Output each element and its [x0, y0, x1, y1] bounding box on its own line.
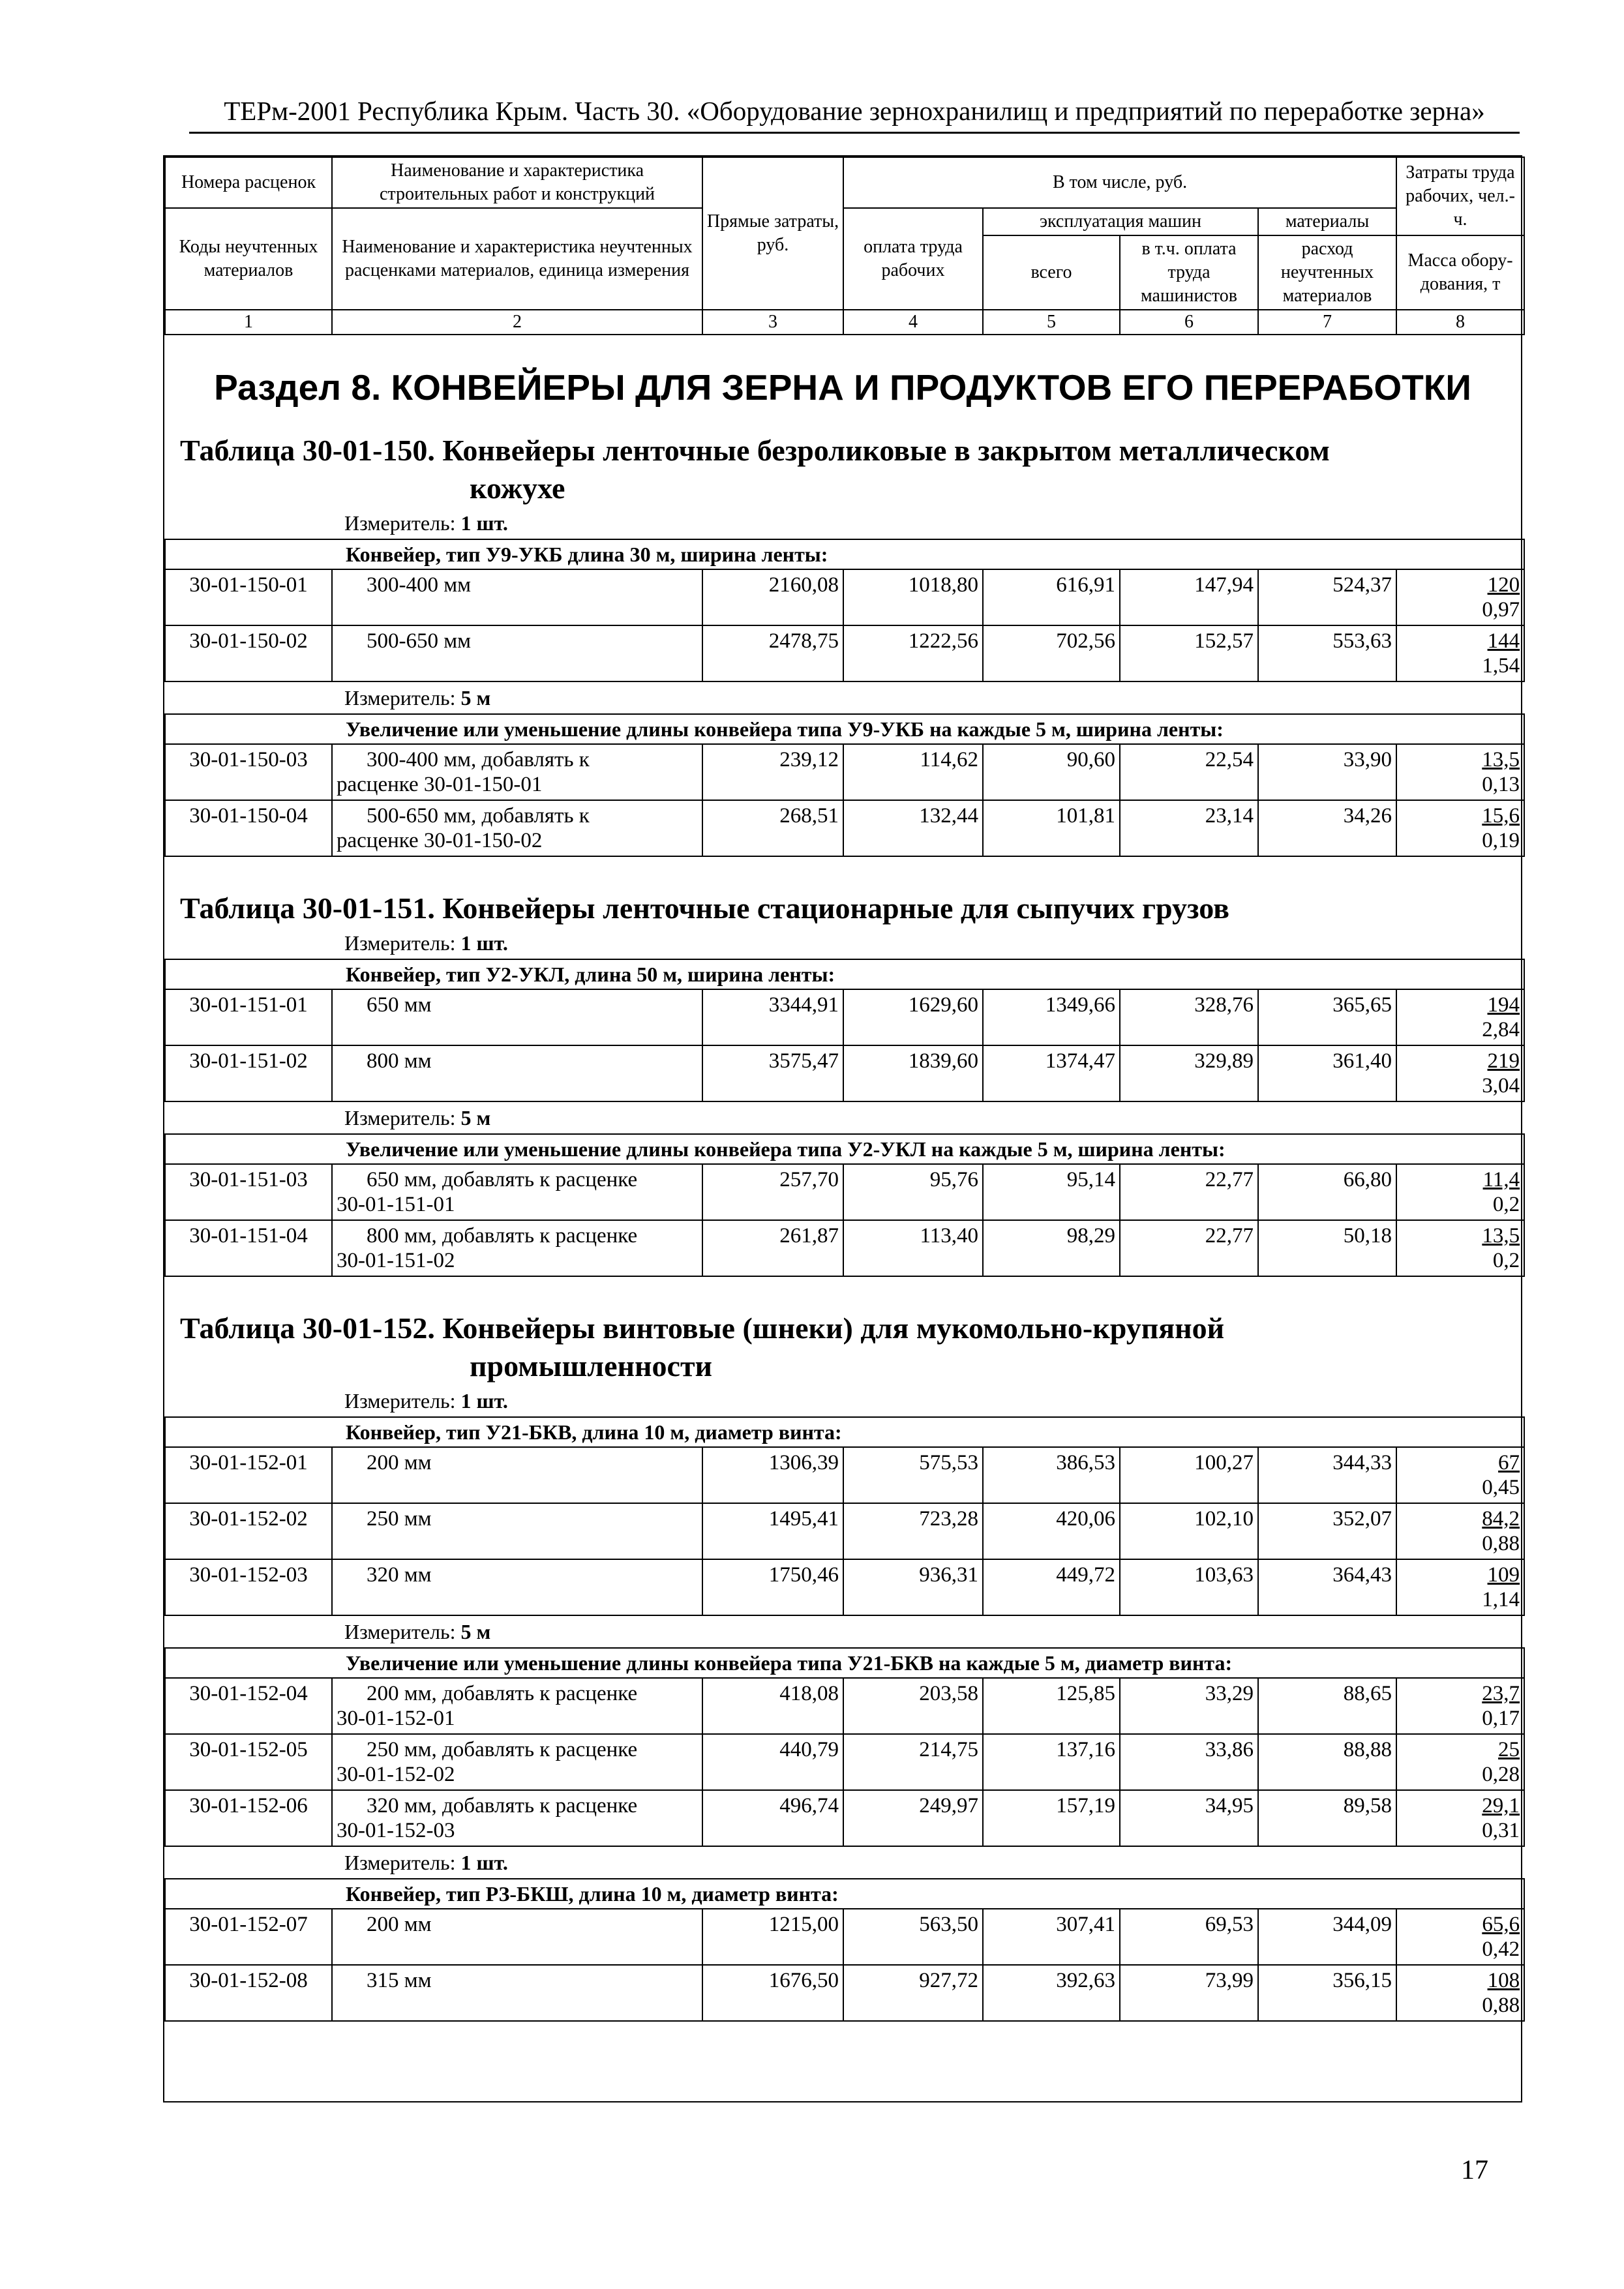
labor-hours: 13,5 — [1482, 748, 1520, 771]
group-row — [165, 539, 1524, 569]
table-row — [165, 1447, 1524, 1503]
operator-pay: 329,89 — [1120, 1045, 1258, 1101]
labor-and-mass — [1396, 1503, 1524, 1559]
materials-cost: 524,37 — [1258, 569, 1396, 625]
header-rule — [189, 132, 1520, 134]
rate-name-line1: 650 мм — [367, 993, 432, 1017]
equipment-mass: 1,14 — [1482, 1588, 1520, 1611]
rate-name-line2 — [337, 1532, 342, 1555]
price-table-block — [164, 713, 1525, 857]
worker-pay: 249,97 — [843, 1790, 983, 1846]
operator-pay: 328,76 — [1120, 989, 1258, 1045]
worker-pay: 203,58 — [843, 1678, 983, 1734]
direct-costs: 261,87 — [702, 1220, 843, 1276]
col1-top-header: Номера расценок — [165, 157, 332, 208]
equipment-mass: 0,2 — [1492, 1193, 1520, 1216]
rate-name — [332, 1965, 702, 2021]
measure-unit — [164, 927, 1521, 959]
operator-pay: 23,14 — [1120, 800, 1258, 856]
table-title — [180, 1309, 1521, 1385]
running-header: ТЕРм-2001 Республика Крым. Часть 30. «Оборудование зернохранилищ и предприятий по переработке зерна» — [224, 96, 1485, 126]
rate-name — [332, 744, 702, 800]
materials-cost: 50,18 — [1258, 1220, 1396, 1276]
operator-pay: 147,94 — [1120, 569, 1258, 625]
rate-name-line2: 30-01-152-02 — [337, 1763, 455, 1786]
direct-costs: 440,79 — [702, 1734, 843, 1790]
measure-value: 1 шт. — [460, 1851, 508, 1874]
table-spacer — [164, 1277, 1521, 1309]
table-title-line1: Таблица 30-01-152. Конвейеры винтовые (шнеки) для мукомольно-крупяной — [180, 1311, 1225, 1345]
labor-hours: 109 — [1487, 1563, 1520, 1587]
labor-hours: 29,1 — [1482, 1794, 1520, 1818]
price-table-block — [164, 1878, 1525, 2022]
labor-and-mass — [1396, 1447, 1524, 1503]
materials-cost: 344,09 — [1258, 1909, 1396, 1965]
rate-name-line2 — [337, 1476, 342, 1499]
table-title — [180, 432, 1521, 507]
col7-header: расход неучтенных материалов — [1258, 235, 1396, 310]
direct-costs: 1495,41 — [702, 1503, 843, 1559]
labor-and-mass — [1396, 1045, 1524, 1101]
price-table-block — [164, 1647, 1525, 1847]
table-row — [165, 744, 1524, 800]
group-heading: Увеличение или уменьшение длины конвейера типа У2-УКЛ на каждые 5 м, ширина ленты: — [165, 1134, 1524, 1164]
equipment-mass: 0,88 — [1482, 1532, 1520, 1555]
direct-costs: 3575,47 — [702, 1045, 843, 1101]
price-table-block — [164, 1416, 1525, 1616]
col4-header: оплата труда рабочих — [843, 208, 983, 310]
col8-bottom-header: Масса обору-дования, т — [1396, 235, 1524, 310]
rate-code: 30-01-150-02 — [165, 625, 332, 681]
rate-name — [332, 1790, 702, 1846]
measure-unit — [164, 1847, 1521, 1878]
measure-unit — [164, 1616, 1521, 1647]
materials-cost: 88,88 — [1258, 1734, 1396, 1790]
rate-code: 30-01-152-05 — [165, 1734, 332, 1790]
group-row — [165, 1879, 1524, 1909]
rate-name-line1: 320 мм — [367, 1563, 432, 1587]
machines-total: 98,29 — [983, 1220, 1120, 1276]
labor-and-mass — [1396, 1790, 1524, 1846]
machines-total: 386,53 — [983, 1447, 1120, 1503]
measure-value: 1 шт. — [460, 931, 508, 955]
worker-pay: 563,50 — [843, 1909, 983, 1965]
rate-name-line2: расценке 30-01-150-01 — [337, 773, 543, 796]
rate-name-line1: 500-650 мм, добавлять к — [367, 804, 590, 828]
included-header: В том числе, руб. — [843, 157, 1396, 208]
measure-label: Измеритель: — [344, 511, 456, 535]
group-heading: Увеличение или уменьшение длины конвейера типа У9-УКБ на каждые 5 м, ширина ленты: — [165, 714, 1524, 744]
group-heading: Конвейер, тип У21-БКВ, длина 10 м, диаметр винта: — [165, 1417, 1524, 1447]
machines-total: 95,14 — [983, 1164, 1120, 1220]
measure-unit — [164, 1385, 1521, 1416]
worker-pay: 113,40 — [843, 1220, 983, 1276]
column-number: 5 — [983, 310, 1120, 335]
rate-name — [332, 1678, 702, 1734]
machines-total: 449,72 — [983, 1559, 1120, 1615]
equipment-mass: 0,2 — [1492, 1249, 1520, 1272]
measure-label: Измеритель: — [344, 1851, 456, 1874]
rate-code: 30-01-152-02 — [165, 1503, 332, 1559]
table-row — [165, 1164, 1524, 1220]
column-header-table — [164, 157, 1525, 335]
table-row — [165, 1678, 1524, 1734]
rate-name-line1: 300-400 мм — [367, 573, 472, 597]
rate-code: 30-01-150-04 — [165, 800, 332, 856]
table-row — [165, 1220, 1524, 1276]
rate-name-line2: 30-01-152-01 — [337, 1707, 455, 1730]
equipment-mass: 2,84 — [1482, 1018, 1520, 1041]
table-title — [180, 890, 1521, 927]
equipment-mass: 0,97 — [1482, 598, 1520, 621]
rate-name-line2 — [337, 654, 342, 678]
labor-hours: 23,7 — [1482, 1682, 1520, 1705]
table-row — [165, 1790, 1524, 1846]
direct-costs: 1676,50 — [702, 1965, 843, 2021]
table-row — [165, 1503, 1524, 1559]
rate-name-line2: 30-01-151-01 — [337, 1193, 455, 1216]
rate-name-line1: 650 мм, добавлять к расценке — [367, 1168, 638, 1191]
worker-pay: 1222,56 — [843, 625, 983, 681]
rate-code: 30-01-151-04 — [165, 1220, 332, 1276]
group-heading: Конвейер, тип У9-УКБ длина 30 м, ширина ленты: — [165, 539, 1524, 569]
operator-pay: 33,86 — [1120, 1734, 1258, 1790]
rate-name — [332, 1734, 702, 1790]
table-row — [165, 989, 1524, 1045]
direct-costs: 257,70 — [702, 1164, 843, 1220]
materials-cost: 352,07 — [1258, 1503, 1396, 1559]
machines-total: 616,91 — [983, 569, 1120, 625]
group-row — [165, 1417, 1524, 1447]
price-table-block — [164, 539, 1525, 682]
direct-costs: 2160,08 — [702, 569, 843, 625]
operator-pay: 102,10 — [1120, 1503, 1258, 1559]
labor-and-mass — [1396, 744, 1524, 800]
equipment-mass: 0,45 — [1482, 1476, 1520, 1499]
labor-and-mass — [1396, 625, 1524, 681]
rate-name — [332, 625, 702, 681]
labor-and-mass — [1396, 1220, 1524, 1276]
direct-costs: 1215,00 — [702, 1909, 843, 1965]
col1-bottom-header: Коды неучтенных материалов — [165, 208, 332, 310]
col2-bottom-header: Наименование и характеристика неучтенных расценками материалов, единица измерения — [332, 208, 702, 310]
labor-hours: 84,2 — [1482, 1507, 1520, 1531]
direct-costs: 239,12 — [702, 744, 843, 800]
equipment-mass: 0,88 — [1482, 1994, 1520, 2017]
materials-header: материалы — [1258, 208, 1396, 235]
table-row — [165, 1909, 1524, 1965]
rate-name-line1: 250 мм — [367, 1507, 432, 1531]
rate-name — [332, 1447, 702, 1503]
machines-total: 1349,66 — [983, 989, 1120, 1045]
labor-hours: 11,4 — [1482, 1168, 1520, 1191]
machines-total: 101,81 — [983, 800, 1120, 856]
labor-hours: 108 — [1487, 1969, 1520, 1992]
rate-code: 30-01-151-02 — [165, 1045, 332, 1101]
labor-hours: 120 — [1487, 573, 1520, 597]
rate-code: 30-01-151-03 — [165, 1164, 332, 1220]
rate-code: 30-01-150-03 — [165, 744, 332, 800]
measure-value: 1 шт. — [460, 1389, 508, 1413]
worker-pay: 114,62 — [843, 744, 983, 800]
rate-name-line2 — [337, 1994, 342, 2017]
labor-and-mass — [1396, 569, 1524, 625]
table-row — [165, 1965, 1524, 2021]
rate-name-line1: 300-400 мм, добавлять к — [367, 748, 590, 771]
group-heading: Конвейер, тип РЗ-БКШ, длина 10 м, диаметр винта: — [165, 1879, 1524, 1909]
group-heading: Увеличение или уменьшение длины конвейера типа У21-БКВ на каждые 5 м, диаметр винта: — [165, 1648, 1524, 1678]
column-number: 1 — [165, 310, 332, 335]
materials-cost: 553,63 — [1258, 625, 1396, 681]
rate-code: 30-01-152-03 — [165, 1559, 332, 1615]
machines-total: 137,16 — [983, 1734, 1120, 1790]
equipment-mass: 1,54 — [1482, 654, 1520, 678]
table-row — [165, 1559, 1524, 1615]
machines-total: 90,60 — [983, 744, 1120, 800]
equipment-mass: 0,19 — [1482, 829, 1520, 852]
machines-total: 157,19 — [983, 1790, 1120, 1846]
rate-name-line1: 500-650 мм — [367, 629, 472, 653]
measure-unit — [164, 507, 1521, 539]
table-title-line1: Таблица 30-01-151. Конвейеры ленточные стационарные для сыпучих грузов — [180, 891, 1229, 925]
column-numbers-row — [165, 310, 1524, 335]
rate-code: 30-01-151-01 — [165, 989, 332, 1045]
rate-code: 30-01-152-08 — [165, 1965, 332, 2021]
worker-pay: 936,31 — [843, 1559, 983, 1615]
rate-name-line1: 250 мм, добавлять к расценке — [367, 1738, 638, 1761]
col2-top-header: Наименование и характеристика строительных работ и конструкций — [332, 157, 702, 208]
labor-and-mass — [1396, 1164, 1524, 1220]
measure-value: 1 шт. — [460, 511, 508, 535]
document-frame — [163, 155, 1522, 2102]
materials-cost: 34,26 — [1258, 800, 1396, 856]
labor-and-mass — [1396, 1678, 1524, 1734]
column-number: 6 — [1120, 310, 1258, 335]
labor-hours: 144 — [1487, 629, 1520, 653]
group-heading: Конвейер, тип У2-УКЛ, длина 50 м, ширина ленты: — [165, 959, 1524, 989]
measure-value: 5 м — [460, 686, 491, 710]
price-table-block — [164, 1133, 1525, 1277]
machines-total: 1374,47 — [983, 1045, 1120, 1101]
rate-name-line1: 320 мм, добавлять к расценке — [367, 1794, 638, 1818]
operator-pay: 33,29 — [1120, 1678, 1258, 1734]
worker-pay: 723,28 — [843, 1503, 983, 1559]
rate-name-line2 — [337, 1588, 342, 1611]
measure-value: 5 м — [460, 1106, 491, 1130]
labor-and-mass — [1396, 1909, 1524, 1965]
rate-code: 30-01-152-04 — [165, 1678, 332, 1734]
measure-unit — [164, 682, 1521, 713]
price-table-block — [164, 959, 1525, 1102]
group-row — [165, 714, 1524, 744]
labor-hours: 65,6 — [1482, 1913, 1520, 1936]
labor-hours: 15,6 — [1482, 804, 1520, 828]
labor-and-mass — [1396, 800, 1524, 856]
rate-name-line2 — [337, 1018, 342, 1041]
rate-name-line1: 200 мм — [367, 1913, 432, 1936]
machines-total: 420,06 — [983, 1503, 1120, 1559]
col6-header: в т.ч. оплата труда машинистов — [1120, 235, 1258, 310]
machines-total: 125,85 — [983, 1678, 1120, 1734]
labor-and-mass — [1396, 1734, 1524, 1790]
rate-code: 30-01-152-07 — [165, 1909, 332, 1965]
price-tables — [164, 432, 1521, 2022]
table-row — [165, 800, 1524, 856]
materials-cost: 344,33 — [1258, 1447, 1396, 1503]
materials-cost: 356,15 — [1258, 1965, 1396, 2021]
operator-pay: 22,77 — [1120, 1220, 1258, 1276]
machines-total: 702,56 — [983, 625, 1120, 681]
labor-and-mass — [1396, 989, 1524, 1045]
table-row — [165, 1734, 1524, 1790]
column-number: 7 — [1258, 310, 1396, 335]
page-number: 17 — [1461, 2155, 1488, 2185]
rate-name — [332, 1045, 702, 1101]
operator-pay: 100,27 — [1120, 1447, 1258, 1503]
group-row — [165, 959, 1524, 989]
rate-name — [332, 800, 702, 856]
measure-label: Измеритель: — [344, 686, 456, 710]
operator-pay: 22,77 — [1120, 1164, 1258, 1220]
rate-name-line1: 200 мм, добавлять к расценке — [367, 1682, 638, 1705]
labor-hours: 219 — [1487, 1049, 1520, 1073]
rate-name-line2 — [337, 598, 342, 621]
worker-pay: 575,53 — [843, 1447, 983, 1503]
worker-pay: 95,76 — [843, 1164, 983, 1220]
equipment-mass: 0,28 — [1482, 1763, 1520, 1786]
rate-code: 30-01-152-01 — [165, 1447, 332, 1503]
equipment-mass: 0,17 — [1482, 1707, 1520, 1730]
labor-hours: 67 — [1498, 1451, 1520, 1474]
column-number: 2 — [332, 310, 702, 335]
table-row — [165, 569, 1524, 625]
rate-name — [332, 1503, 702, 1559]
rate-code: 30-01-150-01 — [165, 569, 332, 625]
equipment-mass: 0,13 — [1482, 773, 1520, 796]
operator-pay: 73,99 — [1120, 1965, 1258, 2021]
materials-cost: 361,40 — [1258, 1045, 1396, 1101]
worker-pay: 1018,80 — [843, 569, 983, 625]
machines-total: 392,63 — [983, 1965, 1120, 2021]
labor-hours: 25 — [1498, 1738, 1520, 1761]
direct-costs: 418,08 — [702, 1678, 843, 1734]
rate-name-line1: 800 мм — [367, 1049, 432, 1073]
column-number: 8 — [1396, 310, 1524, 335]
column-number: 3 — [702, 310, 843, 335]
rate-name — [332, 1220, 702, 1276]
operator-pay: 34,95 — [1120, 1790, 1258, 1846]
measure-unit — [164, 1102, 1521, 1133]
measure-label: Измеритель: — [344, 1620, 456, 1643]
col5-header: всего — [983, 235, 1120, 310]
table-title-line1: Таблица 30-01-150. Конвейеры ленточные безроликовые в закрытом металлическом — [180, 434, 1330, 467]
equipment-mass: 0,42 — [1482, 1937, 1520, 1961]
labor-and-mass — [1396, 1559, 1524, 1615]
rate-name — [332, 1164, 702, 1220]
section-title: Раздел 8. КОНВЕЙЕРЫ ДЛЯ ЗЕРНА И ПРОДУКТОВ ЕГО ПЕРЕРАБОТКИ — [214, 367, 1471, 408]
rate-name — [332, 1559, 702, 1615]
rate-name-line2 — [337, 1937, 342, 1961]
materials-cost: 364,43 — [1258, 1559, 1396, 1615]
direct-costs: 3344,91 — [702, 989, 843, 1045]
operator-pay: 103,63 — [1120, 1559, 1258, 1615]
materials-cost: 33,90 — [1258, 744, 1396, 800]
operator-pay: 69,53 — [1120, 1909, 1258, 1965]
rate-name — [332, 1909, 702, 1965]
labor-and-mass — [1396, 1965, 1524, 2021]
direct-costs: 2478,75 — [702, 625, 843, 681]
table-row — [165, 1045, 1524, 1101]
worker-pay: 214,75 — [843, 1734, 983, 1790]
rate-name-line2 — [337, 1074, 342, 1098]
measure-value: 5 м — [460, 1620, 491, 1643]
table-title-line2: кожухе — [470, 471, 565, 505]
table-title-line2: промышленности — [470, 1349, 713, 1383]
machines-header: эксплуатация машин — [983, 208, 1258, 235]
direct-costs: 496,74 — [702, 1790, 843, 1846]
measure-label: Измеритель: — [344, 1106, 456, 1130]
group-row — [165, 1648, 1524, 1678]
direct-costs: 1306,39 — [702, 1447, 843, 1503]
equipment-mass: 3,04 — [1482, 1074, 1520, 1098]
rate-name — [332, 569, 702, 625]
rate-name-line1: 200 мм — [367, 1451, 432, 1474]
rate-name-line2: 30-01-152-03 — [337, 1819, 455, 1842]
rate-name-line2: 30-01-151-02 — [337, 1249, 455, 1272]
machines-total: 307,41 — [983, 1909, 1120, 1965]
materials-cost: 365,65 — [1258, 989, 1396, 1045]
column-number: 4 — [843, 310, 983, 335]
worker-pay: 132,44 — [843, 800, 983, 856]
direct-costs: 268,51 — [702, 800, 843, 856]
table-row — [165, 625, 1524, 681]
rate-name-line1: 800 мм, добавлять к расценке — [367, 1224, 638, 1248]
table-spacer — [164, 857, 1521, 890]
operator-pay: 152,57 — [1120, 625, 1258, 681]
worker-pay: 1629,60 — [843, 989, 983, 1045]
direct-costs: 1750,46 — [702, 1559, 843, 1615]
rate-name — [332, 989, 702, 1045]
rate-code: 30-01-152-06 — [165, 1790, 332, 1846]
rate-name-line2: расценке 30-01-150-02 — [337, 829, 543, 852]
measure-label: Измеритель: — [344, 1389, 456, 1413]
col8-top-header: Затраты труда рабочих, чел.-ч. — [1396, 157, 1524, 235]
worker-pay: 927,72 — [843, 1965, 983, 2021]
group-row — [165, 1134, 1524, 1164]
equipment-mass: 0,31 — [1482, 1819, 1520, 1842]
labor-hours: 194 — [1487, 993, 1520, 1017]
labor-hours: 13,5 — [1482, 1224, 1520, 1248]
operator-pay: 22,54 — [1120, 744, 1258, 800]
col3-header: Прямые затраты, руб. — [702, 157, 843, 310]
rate-name-line1: 315 мм — [367, 1969, 432, 1992]
materials-cost: 88,65 — [1258, 1678, 1396, 1734]
materials-cost: 89,58 — [1258, 1790, 1396, 1846]
measure-label: Измеритель: — [344, 931, 456, 955]
worker-pay: 1839,60 — [843, 1045, 983, 1101]
materials-cost: 66,80 — [1258, 1164, 1396, 1220]
